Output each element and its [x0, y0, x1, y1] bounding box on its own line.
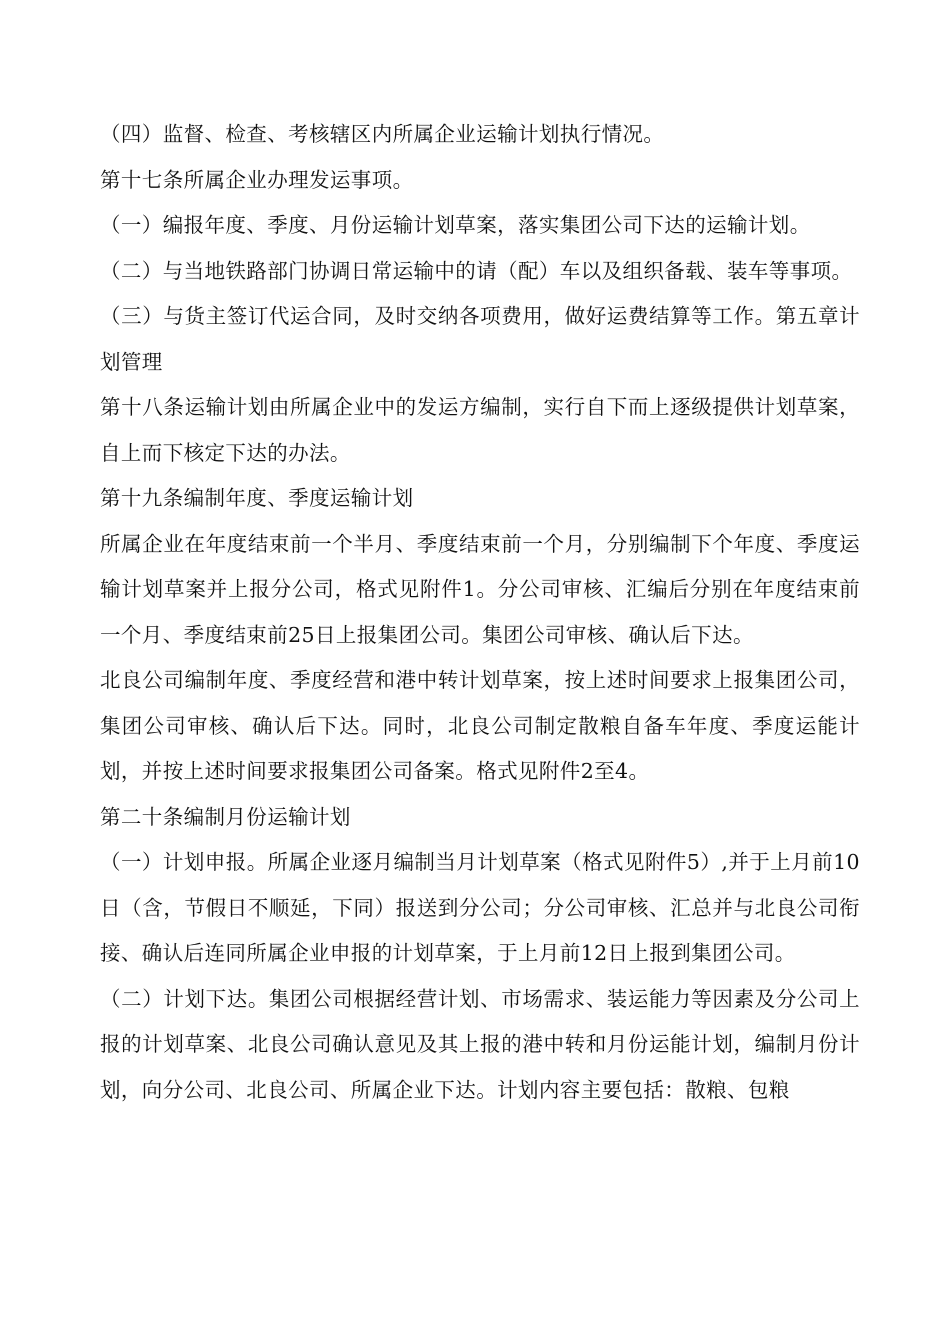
- paragraph-supervise-execution: （四）监督、检查、考核辖区内所属企业运输计划执行情况。: [100, 122, 665, 146]
- article-18: 第十八条运输计划由所属企业中的发运方编制，实行自下而上逐级提供计划草案，自上而下核定下达的办法。: [100, 395, 860, 465]
- paragraph-contracts-chapter-5: （三）与货主签订代运合同，及时交纳各项费用，做好运费结算等工作。第五章计划管理: [100, 304, 860, 374]
- document-body: [100, 112, 860, 1113]
- article-17-heading: 第十七条所属企业办理发运事项。: [100, 167, 414, 192]
- article-20-heading: 第二十条编制月份运输计划: [100, 804, 351, 829]
- paragraph-compile-plans: （一）编报年度、季度、月份运输计划草案，落实集团公司下达的运输计划。: [100, 213, 811, 237]
- paragraph-plan-issuance: （二）计划下达。集团公司根据经营计划、市场需求、装运能力等因素及分公司上报的计划草案、北良公司确认意见及其上报的港中转和月份运能计划，编制月份计划，向分公司、北良公司、所属企业下达。计划内容主要包括：散粮、包粮: [100, 986, 860, 1102]
- paragraph-plan-declaration: （一）计划申报。所属企业逐月编制当月计划草案（格式见附件5）,并于上月前10日（含，节假日不顺延，下同）报送到分公司；分公司审核、汇总并与北良公司衔接、确认后连同所属企业申报的计划草案，于上月前12日上报到集团公司。: [100, 850, 860, 965]
- article-19-heading: 第十九条编制年度、季度运输计划: [100, 486, 414, 510]
- paragraph-railway-coordination: （二）与当地铁路部门协调日常运输中的请（配）车以及组织备载、装车等事项。: [100, 258, 853, 283]
- paragraph-annual-quarterly-plan: 所属企业在年度结束前一个半月、季度结束前一个月，分别编制下个年度、季度运输计划草案并上报分公司，格式见附件1。分公司审核、汇编后分别在年度结束前一个月、季度结束前25日上报集团公司。集团公司审核、确认后下达。: [100, 531, 860, 647]
- paragraph-beiliang-plan: 北良公司编制年度、季度经营和港中转计划草案，按上述时间要求上报集团公司，集团公司审核、确认后下达。同时，北良公司制定散粮自备车年度、季度运能计划，并按上述时间要求报集团公司备案。格式见附件2至4。: [100, 668, 860, 783]
